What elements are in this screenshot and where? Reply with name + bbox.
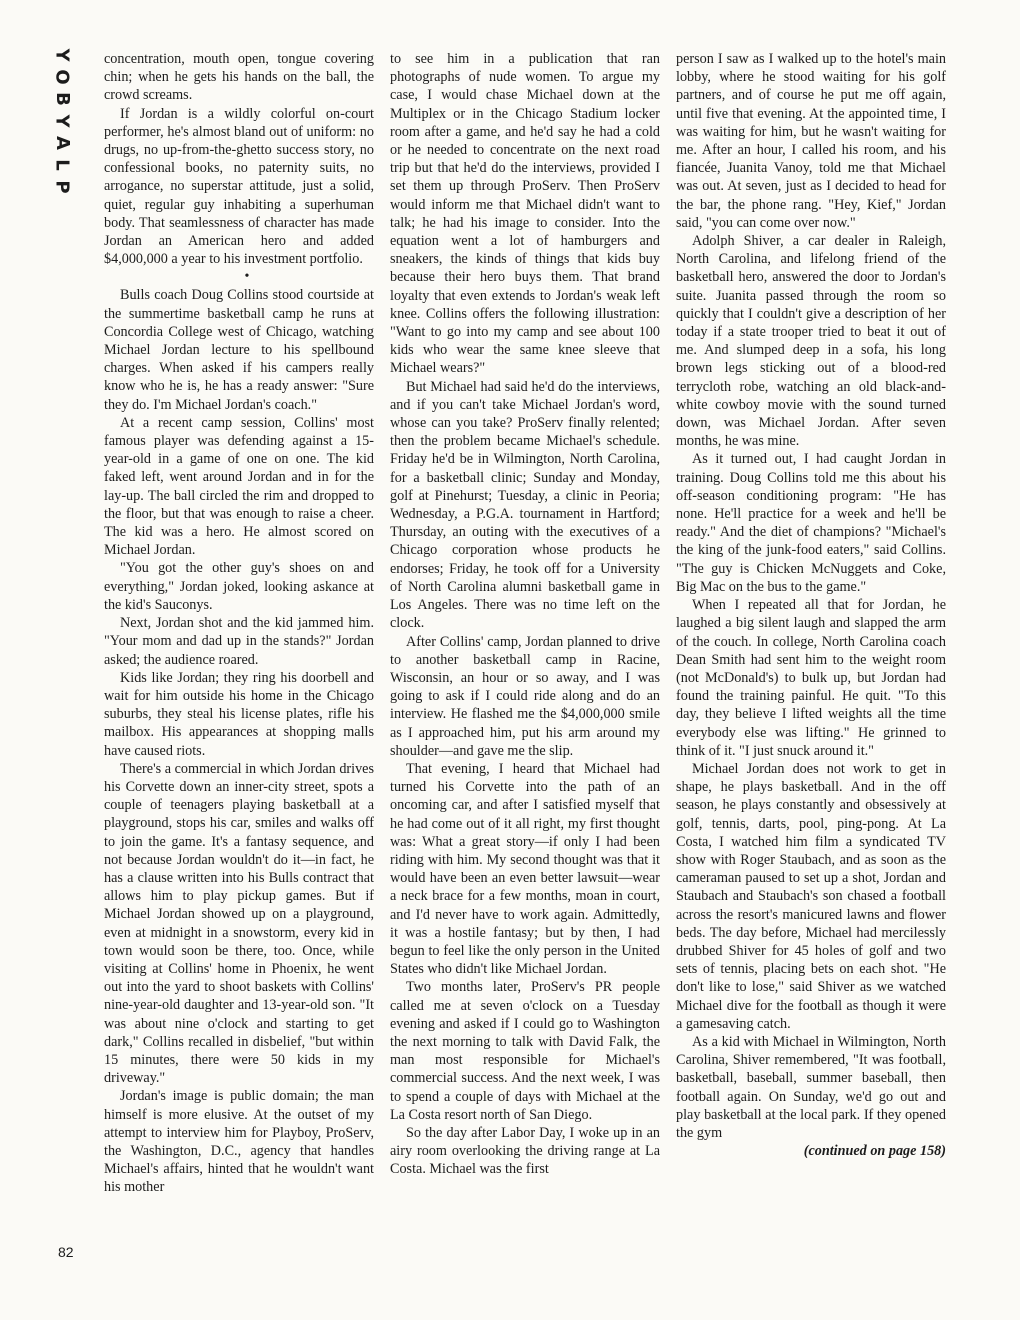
- paragraph: That evening, I heard that Michael had turned his Corvette into the path of an oncoming car, and after I satisfied myself that he had come out of it all right, my first thought was: What a great story—if only I had been riding with him. My second thought was that it would have been an even better lawsuit—wear a neck brace for a few months, moan in court, and I'd never have to work again. Admittedly, it was a hostile fantasy; but by then, I had begun to feel like the only person in the United States who didn't like Michael Jordan.: [390, 760, 660, 978]
- paragraph: If Jordan is a wildly colorful on-court performer, he's almost bland out of uniform: no drugs, no up-from-the-ghetto success story, no confessional books, no paternity suits, no arrogance, no superstar attitude, just a solid, quiet, regular guy inhabiting a superhuman body. That seamlessness of character has made Jordan an American hero and added $4,000,000 a year to his investment portfolio.: [104, 105, 374, 268]
- paragraph: There's a commercial in which Jordan drives his Corvette down an inner-city street, spots a couple of teenagers playing basketball at a playground, stops his car, smiles and walks off to join the game. It's a fantasy sequence, and not because Jordan wouldn't do it—in fact, he has a clause written into his Bulls contract that allows him to play pickup games. But if Michael Jordan showed up on a playground, even at midnight in a snowstorm, every kid in town would soon be there, too. Once, while visiting at Collins' home in Phoenix, he went out into the yard to shoot baskets with Collins' nine-year-old daughter and 13-year-old son. "It was about nine o'clock and starting to get dark," Collins recalled in disbelief, "but within 15 minutes, there were 50 kids in my driveway.": [104, 760, 374, 1087]
- paragraph: concentration, mouth open, tongue covering chin; when he gets his hands on the ball, the crowd screams.: [104, 51, 374, 104]
- sidebar-letter: O: [52, 69, 73, 85]
- paragraph: "You got the other guy's shoes on and everything," Jordan joked, looking askance at the kid's Sauconys.: [104, 560, 374, 613]
- paragraph: Next, Jordan shot and the kid jammed him. "Your mom and dad up in the stands?" Jordan asked; the audience roared.: [104, 615, 374, 668]
- continuation-note: (continued on page 158): [803, 1143, 946, 1160]
- sidebar-letter: Y: [51, 48, 73, 62]
- section-separator: •: [244, 269, 250, 285]
- paragraph: When I repeated all that for Jordan, he laughed a big silent laugh and slapped the arm of the couch. In college, North Carolina coach Dean Smith had sent him to the weight room (not McDonald's) to bulk up, but Jordan had found the training painful. He quit. "To this day, they believe I lifted weights all the time everybody else was lifting." He grinned to think of it. "I just snuck around it.": [676, 597, 946, 759]
- paragraph: Bulls coach Doug Collins stood courtside at the summertime basketball camp he runs at Concordia College west of Chicago, watching Michael Jordan lecture to his spellbound charges. When asked if his campers really know who he is, he has a ready answer: "Sure they do. I'm Michael Jordan's coach.": [104, 287, 374, 413]
- paragraph: But Michael had said he'd do the interviews, and if you can't take Michael Jordan's word, whose can you take? ProServ finally relented; then the problem became Michael's schedule. Friday he'd be in Wilmington, North Carolina, for a basketball clinic; Sunday and Monday, golf at Pinehurst; Tuesday, a clinic in Peoria; Wednesday, a P.G.A. tournament in Hartford; Thursday, an outing with the executives of a Chicago corporation whose products he endorses; Friday, he took off for a University of North Carolina alumni basketball game in Los Angeles. There was no time left on the clock.: [390, 378, 660, 632]
- sidebar-letter: B: [51, 92, 73, 106]
- text-column-1: [104, 50, 374, 1290]
- paragraph: Michael Jordan does not work to get in shape, he plays basketball. And in the off season, he plays constantly and obsessively at golf, tennis, darts, pool, ping-pong. At La Costa, I watched him film a syndicated TV show with Roger Staubach, and as soon as the cameraman paused to set up a shot, Jordan and Staubach and Staubach's son chased a football across the resort's manicured lawns and flower beds. The day before, Michael had mercilessly drubbed Shiver for 45 holes of golf and two sets of tennis, placing bets on each shot. "He don't like to lose," said Shiver as we watched Michael dive for the football as though it were a gamesaving catch.: [676, 760, 946, 1032]
- sidebar-letter: A: [52, 136, 73, 150]
- sidebar-letter: P: [51, 180, 73, 194]
- paragraph: As a kid with Michael in Wilmington, North Carolina, Shiver remembered, "It was football, basketball, baseball, summer baseball, then football again. On Sunday, we'd go out and play basketball at the local park. If they opened the gym: [676, 1033, 946, 1141]
- paragraph: Adolph Shiver, a car dealer in Raleigh, North Carolina, and lifelong friend of the basketball hero, answered the door to Jordan's suite. Juanita passed through the room so quickly that I couldn't give a description of her today if a state trooper tried to beat it out of me. And slumped deep in a sofa, his long brown legs sticking out of a blood-red terrycloth robe, watching an old black-and-white cowboy movie with the sound turned down, was Michael Jordan. After seven months, he was mine.: [676, 233, 946, 450]
- sidebar-letter: Y: [51, 114, 73, 128]
- paragraph: As it turned out, I had caught Jordan in training. Doug Collins told me this about his off-season conditioning program: "He has none. He'll practice for a week and he'll be ready." And the diet of champions? "Michael's the king of the junk-food eaters," said Collins. "The guy is Chicken McNuggets and Coke, Big Mac on the bus to the game.": [676, 451, 946, 595]
- paragraph: to see him in a publication that ran photographs of nude women. To argue my case, I would chase Michael down at the Multiplex or in the Chicago Stadium locker room after a game, and he'd say he had a cold or he needed to concentrate on the next road trip but that he'd do the interviews, provided I set them up through ProServ. Then ProServ would inform me that Michael didn't want to talk; he had his image to consider. Into the equation went a lot of hamburgers and sneakers, the kinds of things that kids buy because their hero buys them. That brand loyalty that even extends to Jordan's weak left knee. Collins offers the following illustration: "Want to go into my camp and see about 100 kids who wear the same knee sleeve that Michael wears?": [390, 51, 660, 377]
- paragraph: person I saw as I walked up to the hotel's main lobby, where he stood waiting for his golf partners, and of course he put me off again, until five that evening. At the appointed time, I was waiting for him, but he wasn't waiting for me. After an hour, I called his room, and his fiancée, Juanita Vanoy, told me that Michael was out. At seven, just as I decided to head for the bar, the phone rang. "Hey, Kief," Jordan said, "you can come over now.": [676, 51, 946, 231]
- paragraph: Kids like Jordan; they ring his doorbell and wait for him outside his home in the Chicago suburbs, they steal his license plates, rifle his mailbox. His appearances at shopping malls have caused riots.: [104, 669, 374, 759]
- paragraph: So the day after Labor Day, I woke up in an airy room overlooking the driving range at La Costa. Michael was the first: [390, 1124, 660, 1178]
- paragraph: Jordan's image is public domain; the man himself is more elusive. At the outset of my attempt to interview him for Playboy, ProServ, the Washington, D.C., agency that handles Michael's affairs, hinted that he wouldn't want his mother: [104, 1088, 374, 1196]
- paragraph: Two months later, ProServ's PR people called me at seven o'clock on a Tuesday evening and asked if I could go to Washington the next morning to talk with David Falk, the man most responsible for Michael's commercial success. And the next week, I was to spend a couple of days with Michael at the La Costa resort north of San Diego.: [390, 979, 660, 1123]
- text-column-2: [390, 50, 660, 1290]
- magazine-name-vertical: [50, 44, 74, 198]
- paragraph: At a recent camp session, Collins' most famous player was defending against a 15-year-old in a game of one on one. The kid faked left, went around Jordan and in for the lay-up. The ball circled the rim and dropped to the floor, but that was enough to raise a cheer. The kid was a hero. He almost scored on Michael Jordan.: [104, 414, 374, 559]
- paragraph: After Collins' camp, Jordan planned to drive to another basketball camp in Racine, Wisconsin, an hour or so away, and I was going to ask if I could ride along and do an interview. He flashed me the $4,000,000 smile as I approached him, put his arm around my shoulder—and gave me the slip.: [390, 633, 660, 759]
- text-column-3: [676, 50, 946, 1290]
- page-number: 82: [58, 1244, 74, 1260]
- sidebar-letter: L: [51, 159, 73, 171]
